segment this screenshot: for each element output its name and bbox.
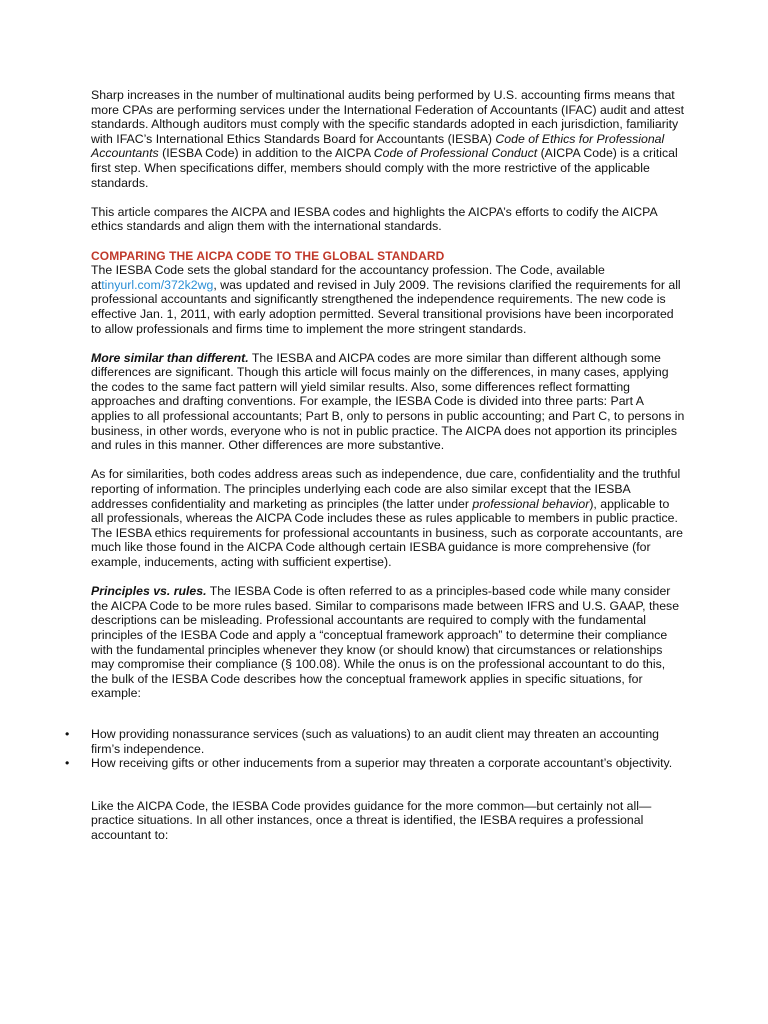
iesba-paragraph: The IESBA Code sets the global standard for the accountancy profession. The Code, available attinyurl.com/372k2wg, was updated and revised in July 2009. The revisions clarified the requirements for all professional accountants and significantly strengthened the independence requirements. The new code is effective Jan. 1, 2011, with early adoption permitted. Several transitional provisions have been incorporated to allow professionals and firms time to implement the more stringent standards. — [91, 263, 681, 336]
article-body — [65, 88, 685, 857]
aicpa-code-title: Code of Professional Conduct — [373, 146, 538, 161]
principles-paragraph: Principles vs. rules. The IESBA Code is often referred to as a principles-based code while many consider the AICPA Code to be more rules based. Similar to comparisons made between IFRS and U.S. GAAP, these descriptions can be misleading. Professional accountants are required to comply with the fundamental principles of the IESBA Code and apply a “conceptual framework approach” to determine their compliance with the fundamental principles whenever they know (or should know) that circumstances or relationships may compromise their compliance (§ 100.08). While the onus is on the professional accountant to do this, the bulk of the IESBA Code describes how the conceptual framework applies in specific situations, for example: — [91, 584, 680, 701]
closing-paragraph: Like the AICPA Code, the IESBA Code provides guidance for the more common—but certainly not all—practice situations. In all other instances, once a threat is identified, the IESBA requires a professional accountant to: — [91, 798, 652, 842]
bullet-icon: • — [65, 726, 70, 741]
similar-paragraph: More similar than different. The IESBA and AICPA codes are more similar than different although some differences are significant. Though this article will focus mainly on the differences, in many cases, applying the codes to the same fact pattern will yield similar results. Also, some differences reflect formatting approaches and drafting conventions. For example, the IESBA Code is divided into three parts: Part A applies to all professional accountants; Part B, only to persons in public accounting; and Part C, to persons in business, in other words, everyone who is not in public practice. The AICPA does not apportion its principles and rules in this manner. Other differences are more substantive. — [91, 350, 685, 453]
iesba-code-title: Code of Ethics for Professional Accountants — [91, 131, 665, 161]
section-heading: COMPARING THE AICPA CODE TO THE GLOBAL STANDARD — [91, 248, 445, 263]
similar-lead: More similar than different. — [91, 350, 249, 365]
intro-paragraph: Sharp increases in the number of multinational audits being performed by U.S. accounting firms means that more CPAs are performing services under the International Federation of Accountants (IFAC) audit and attest standards. Although auditors must comply with the specific standards adopted in each jurisdiction, familiarity with IFAC’s International Ethics Standards Board for Accountants (IESBA) Code of Ethics for Professional Accountants (IESBA Code) in addition to the AICPA Code of Professional Conduct (AICPA Code) is a critical first step. When specifications differ, members should comply with the more restrictive of the applicable standards. — [91, 88, 685, 190]
article-intro-paragraph: This article compares the AICPA and IESBA codes and highlights the AICPA’s efforts to codify the AICPA ethics standards and align them with the international standards. — [91, 204, 657, 234]
similarities-paragraph: As for similarities, both codes address areas such as independence, due care, confidentiality and the truthful reporting of information. The principles underlying each code are also similar except that the IESBA addresses confidentiality and marketing as principles (the latter under professional behavior), applicable to all professionals, whereas the AICPA Code includes these as rules applicable to members in public practice. The IESBA ethics requirements for professional accountants in business, such as corporate accountants, are much like those found in the AICPA Code although certain IESBA guidance is more comprehensive (for example, inducements, acting with sufficient expertise). — [91, 467, 683, 569]
bullet-icon: • — [65, 756, 70, 771]
example-list — [65, 726, 685, 771]
principles-lead: Principles vs. rules. — [91, 584, 207, 599]
list-item: • How providing nonassurance services (such as valuations) to an audit client may threaten an accounting firm’s independence. — [65, 726, 660, 756]
list-item: • How receiving gifts or other inducements from a superior may threaten a corporate accountant’s objectivity. — [65, 756, 673, 771]
tinyurl-link[interactable]: tinyurl.com/372k2wg — [101, 277, 214, 292]
